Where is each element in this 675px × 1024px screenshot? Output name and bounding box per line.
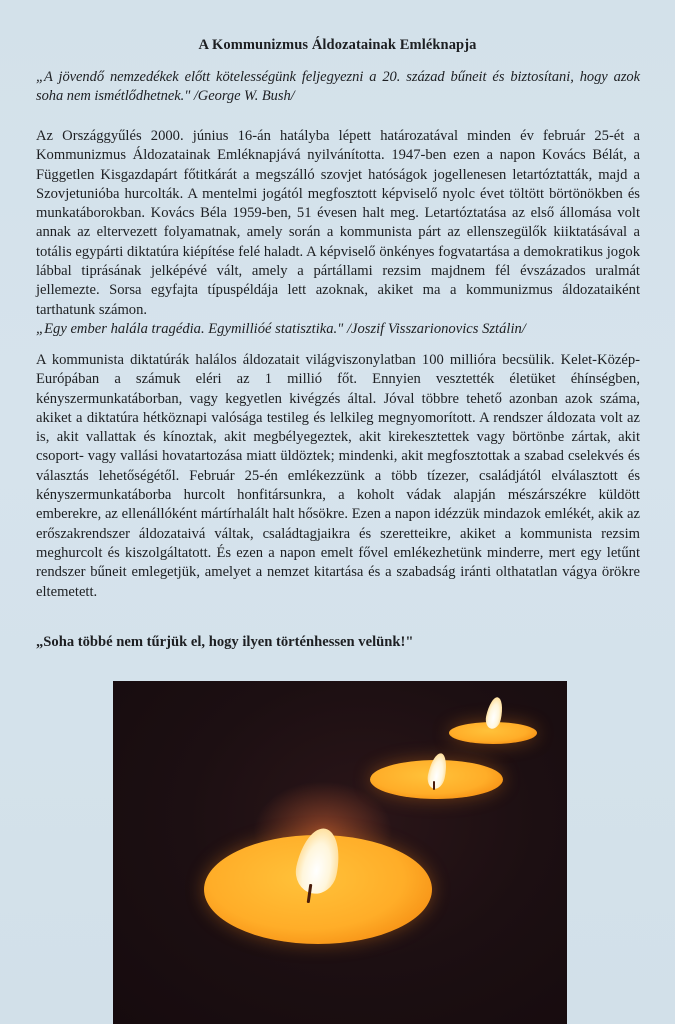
motto-attribution: /George W. Bush/	[193, 88, 295, 104]
paragraph-memorial-day	[36, 127, 640, 339]
closing-quote: „Soha többé nem tűrjük el, hogy ilyen történhessen velünk!"	[36, 634, 414, 650]
motto-quote	[36, 68, 640, 106]
document-title: A Kommunizmus Áldozatainak Emléknapja	[198, 37, 477, 53]
paragraph-memorial-day-text: Az Országgyűlés 2000. június 16-án hatályba lépett határozatával minden év február 25-ét a Kommunizmus Áldozatainak Emléknapjává nyilvánította. 1947-ben ezen a napon Kovács Bélát, a Független Kisgazdapárt főtitkárát a megszálló szovjet hatóságok jogellenesen letartóztatták, majd a Szovjetunióba hurcolták. A mentelmi jogától megfosztott képviselő nyolc évet töltött börtönökben és munkatáborokban. Kovács Béla 1959-ben, 51 évesen halt meg. Letartóztatása az első állomása volt annak az eltervezett folyamatnak, amely során a kommunista párt az ellenszegülők kiiktatásával a totális egypárti diktatúra kiépítése felé haladt. A képviselő önkényes fogvatartása a demokratikus jogok lábbal tiprásának jelképévé vált, amely a pártállami rezsim majdnem fél évszázados uralmát jellemezte. Sorsa egyfajta típuspéldája lett azoknak, akiket ma a kommunizmus áldozataiként tarthatunk számon.	[36, 128, 640, 318]
paragraph-victims: A kommunista diktatúrák halálos áldozatait világviszonylatban 100 millióra becsülik. Kelet-Közép-Európában a számuk eléri az 1 millió főt. Ennyien vesztették életüket éhínségben, kényszermunkatáborban, vagy kegyetlen kivégzés által. Jóval többre tehető azonban azok száma, akiket a diktatúra hétköznapi valósága testileg és lelkileg megnyomorított. A rendszer áldozata volt az is, akit vallattak és kínoztak, akit megbélyegeztek, akit kirekesztettek vagy börtönbe zártak, akit csoport- vagy vallási hovatartozása miatt üldöztek; mindenki, akit megfosztottak a szabad cselekvés és választás lehetőségétől. Február 25-én emlékezzünk a több tízezer, családjától elválasztott és kényszermunkatáborba hurcolt honfitársunkra, a koholt vádak alapján mészárszékre küldött emberekre, az ellenállóként mártírhalált halt hősökre. Ezen a napon idézzük mindazok emlékét, akik az erőszakrendszer áldozataivá váltak, családtagjaikra és szeretteikre, akiket a kommunista rezsim meghurcolt és kiszolgáltatott. És ezen a napon emelt fővel emlékezhetünk minderre, mert egy letűnt rendszer bűneit emlegetjük, amelyet a nemzet kitartása és a szabadság iránti olthatatlan vágya örökre eltemetett.	[36, 352, 640, 600]
stalin-quote: „Egy ember halála tragédia. Egymillióé statisztika." /Joszif Visszarionovics Sztálin/	[36, 320, 526, 337]
wick	[433, 781, 435, 790]
candles-photo	[113, 681, 567, 1024]
motto-quote-text: „A jövendő nemzedékek előtt kötelességünk feljegyezni a 20. század bűneit és biztosítani, hogy azok soha nem ismétlődhetnek."	[36, 69, 640, 104]
